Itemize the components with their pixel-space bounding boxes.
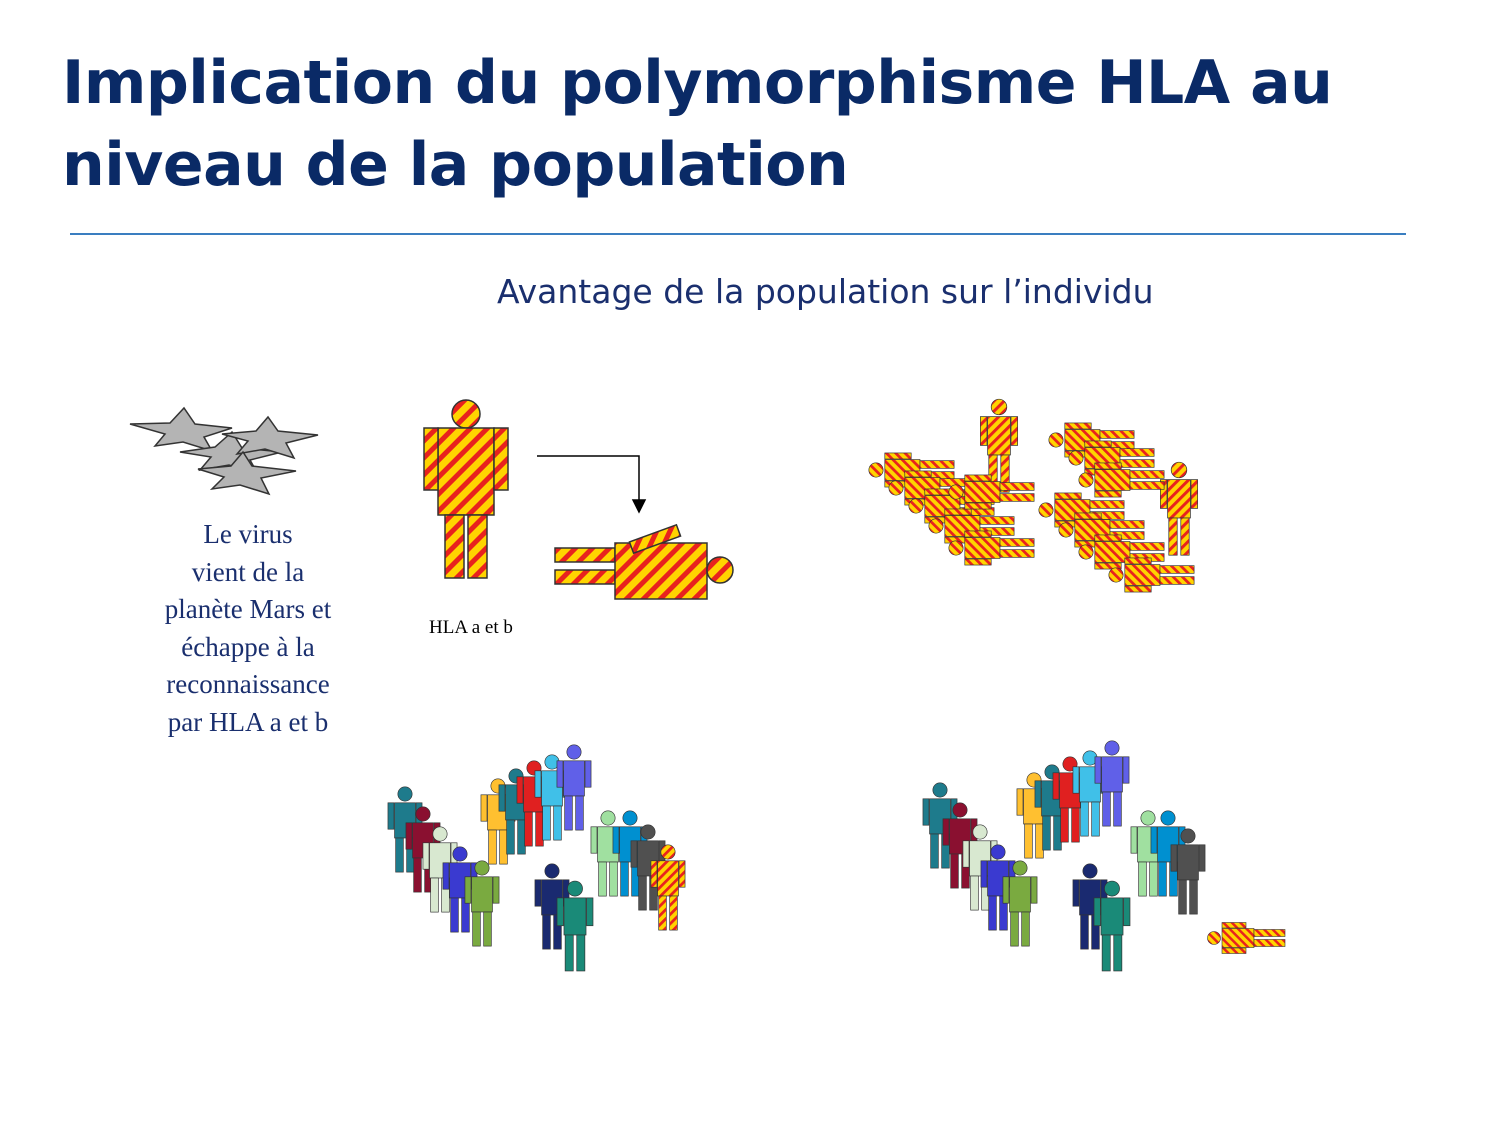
title-line-2: niveau de la population xyxy=(62,130,849,200)
person-icon xyxy=(424,400,508,578)
virus-line: reconnaissance xyxy=(166,669,330,699)
virus-line: vient de la xyxy=(191,556,305,587)
virus-line: Le virus xyxy=(203,519,293,549)
diverse-population xyxy=(388,745,685,971)
hla-label: HLA a et b xyxy=(429,617,513,638)
virus-line: échappe à la xyxy=(181,631,315,662)
lying-person-icon xyxy=(555,525,733,599)
diverse-population-after xyxy=(923,741,1285,971)
elbow-arrow xyxy=(537,456,645,512)
virus-line: planète Mars et xyxy=(164,594,332,624)
subtitle: Avantage de la population sur l’individu xyxy=(497,272,1154,311)
title-line-1: Implication du polymorphisme HLA au xyxy=(62,48,1333,118)
virus-line: par HLA a et b xyxy=(167,706,329,737)
star-cluster-icon xyxy=(130,408,318,494)
homogeneous-population xyxy=(869,399,1198,592)
virus-description xyxy=(140,516,356,741)
